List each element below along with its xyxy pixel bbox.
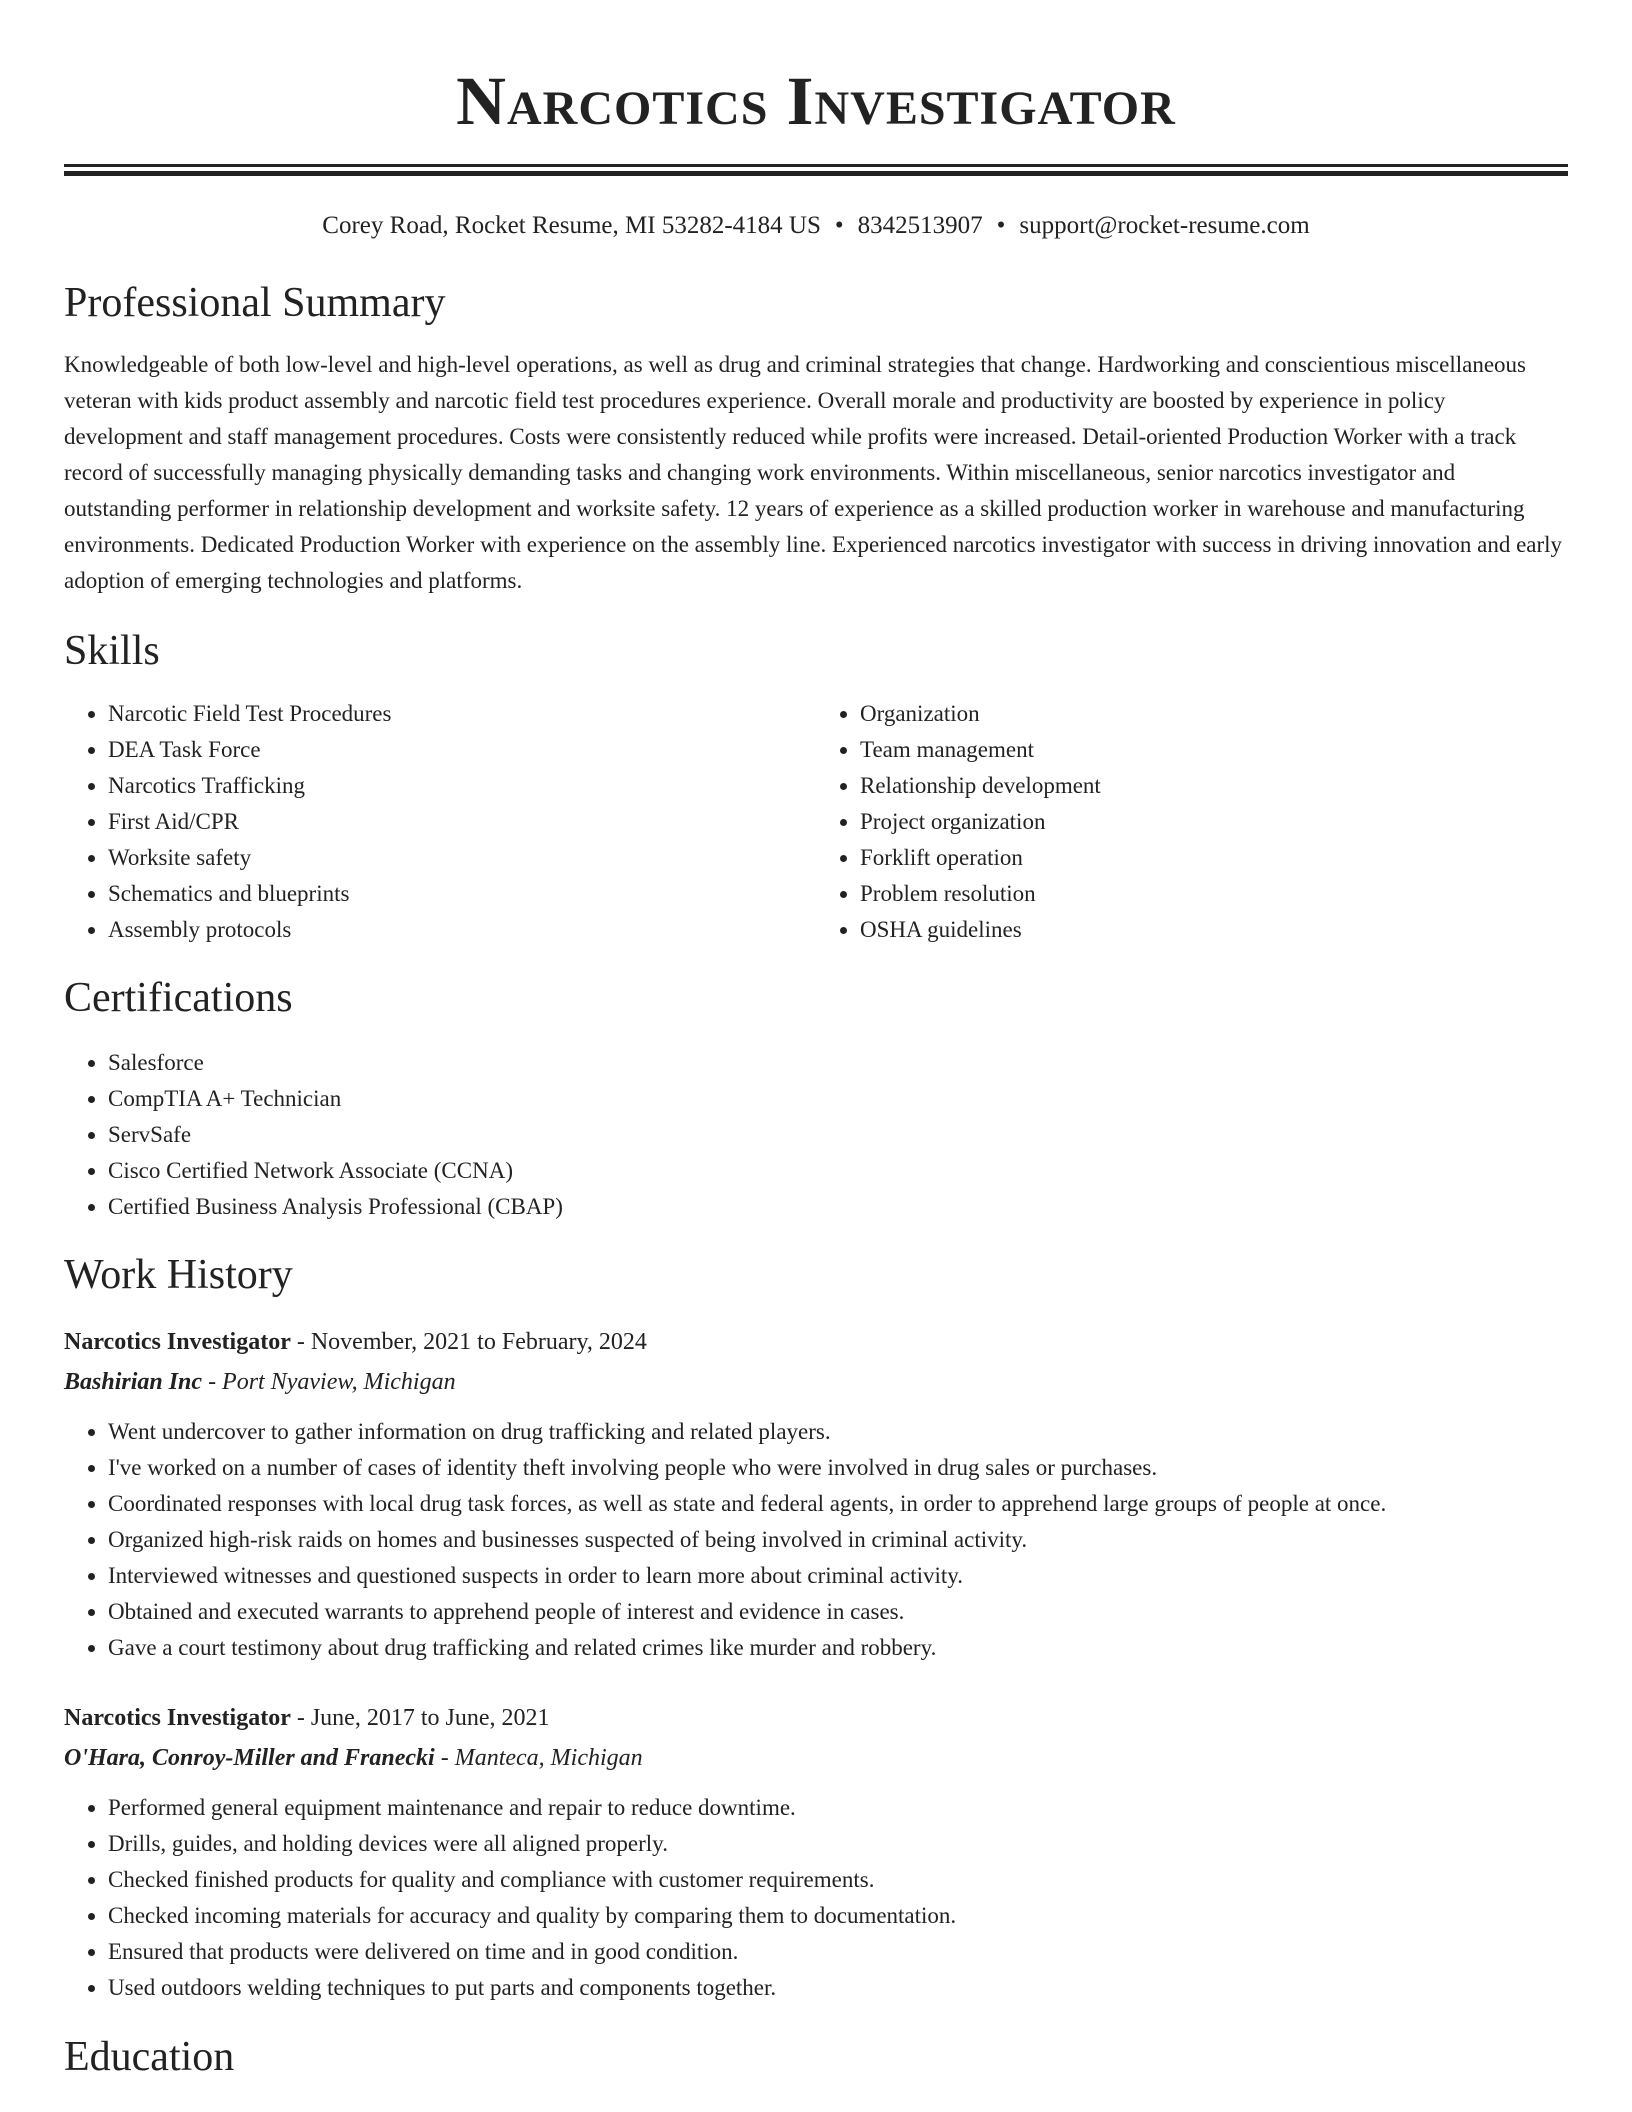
skill-item: • DEA Task Force — [108, 732, 816, 768]
job-entry — [64, 1698, 1568, 2006]
contact-phone: 8342513907 — [857, 212, 983, 239]
education-heading: Education — [64, 2034, 235, 2080]
skill-item: • Relationship development — [860, 768, 1568, 804]
skill-item: • Organization — [860, 696, 1568, 732]
certification-item: • CompTIA A+ Technician — [108, 1081, 1568, 1117]
skills-list-left — [64, 696, 816, 948]
contact-separator: • — [834, 212, 844, 239]
job-duty: • Gave a court testimony about drug trafficking and related crimes like murder and robbery. — [108, 1630, 1568, 1666]
job-duties-list — [64, 1414, 1568, 1666]
job-company-line — [64, 1362, 1568, 1402]
job-entry — [64, 1322, 1568, 1666]
job-location: - Manteca, Michigan — [434, 1745, 643, 1771]
contact-separator: • — [996, 212, 1006, 239]
skill-item: • Forklift operation — [860, 840, 1568, 876]
skill-item: • Narcotic Field Test Procedures — [108, 696, 816, 732]
skill-item: • Project organization — [860, 804, 1568, 840]
header-rule-thick — [64, 171, 1568, 176]
summary-text: Knowledgeable of both low-level and high-level operations, as well as drug and criminal strategies that change. Hardworking and conscientious miscellaneous veteran with kids product assembly and narcotic field test procedures experience. Overall morale and productivity are boosted by experience in policy development and staff management procedures. Costs were consistently reduced while profits were increased. Detail-oriented Production Worker with a track record of successfully managing physically demanding tasks and changing work environments. Within miscellaneous, senior narcotics investigator and outstanding performer in relationship development and worksite safety. 12 years of experience as a skilled production worker in warehouse and manufacturing environments. Dedicated Production Worker with experience on the assembly line. Experienced narcotics investigator with success in driving innovation and early adoption of emerging technologies and platforms. — [64, 352, 1563, 593]
header-rule-thin — [64, 164, 1568, 167]
job-company: O'Hara, Conroy-Miller and Franecki — [64, 1745, 435, 1771]
job-dates: - November, 2021 to February, 2024 — [290, 1329, 647, 1355]
work-history-heading: Work History — [64, 1252, 293, 1298]
skill-item: • First Aid/CPR — [108, 804, 816, 840]
certifications-list — [64, 1045, 1568, 1225]
certification-item: • ServSafe — [108, 1117, 1568, 1153]
certification-item: • Cisco Certified Network Associate (CCNA) — [108, 1153, 1568, 1189]
certifications-heading: Certifications — [64, 975, 293, 1021]
job-title: Narcotics Investigator — [64, 1705, 291, 1731]
contact-email: support@rocket-resume.com — [1019, 212, 1310, 239]
skill-item: • Team management — [860, 732, 1568, 768]
certification-item: • Certified Business Analysis Professional (CBAP) — [108, 1189, 1568, 1225]
resume-name: Narcotics Investigator — [456, 63, 1176, 139]
job-duty: • Performed general equipment maintenance and repair to reduce downtime. — [108, 1790, 1568, 1826]
job-company: Bashirian Inc — [64, 1369, 203, 1395]
job-duty: • Went undercover to gather information on drug trafficking and related players. — [108, 1414, 1568, 1450]
skill-item: • Problem resolution — [860, 876, 1568, 912]
job-company-line — [64, 1738, 1568, 1778]
job-duties-list — [64, 1790, 1568, 2006]
skills-heading: Skills — [64, 628, 160, 674]
job-title-line — [64, 1698, 1568, 1738]
skill-item: • Schematics and blueprints — [108, 876, 816, 912]
skill-item: • Assembly protocols — [108, 912, 816, 948]
job-duty: • Organized high-risk raids on homes and businesses suspected of being involved in criminal activity. — [108, 1522, 1568, 1558]
job-duty: • Checked incoming materials for accuracy and quality by comparing them to documentation. — [108, 1898, 1568, 1934]
job-duty: • Coordinated responses with local drug task forces, as well as state and federal agents, in order to apprehend large groups of people at once. — [108, 1486, 1568, 1522]
job-duty: • Interviewed witnesses and questioned suspects in order to learn more about criminal activity. — [108, 1558, 1568, 1594]
summary-heading: Professional Summary — [64, 280, 446, 326]
skill-item: • OSHA guidelines — [860, 912, 1568, 948]
job-duty: • Obtained and executed warrants to apprehend people of interest and evidence in cases. — [108, 1594, 1568, 1630]
skills-columns — [64, 696, 1568, 948]
job-dates: - June, 2017 to June, 2021 — [290, 1705, 550, 1731]
job-title-line — [64, 1322, 1568, 1362]
certification-item: • Salesforce — [108, 1045, 1568, 1081]
skills-list-right — [816, 696, 1568, 948]
job-duty: • Checked finished products for quality and compliance with customer requirements. — [108, 1862, 1568, 1898]
contact-line — [64, 211, 1568, 241]
job-duty: • Drills, guides, and holding devices were all aligned properly. — [108, 1826, 1568, 1862]
contact-address: Corey Road, Rocket Resume, MI 53282-4184 US — [322, 212, 821, 239]
job-title: Narcotics Investigator — [64, 1329, 291, 1355]
skill-item: • Worksite safety — [108, 840, 816, 876]
job-location: - Port Nyaview, Michigan — [202, 1369, 456, 1395]
job-duty: • I've worked on a number of cases of identity theft involving people who were involved in drug sales or purchases. — [108, 1450, 1568, 1486]
job-duty: • Ensured that products were delivered on time and in good condition. — [108, 1934, 1568, 1970]
job-duty: • Used outdoors welding techniques to put parts and components together. — [108, 1970, 1568, 2006]
skill-item: • Narcotics Trafficking — [108, 768, 816, 804]
